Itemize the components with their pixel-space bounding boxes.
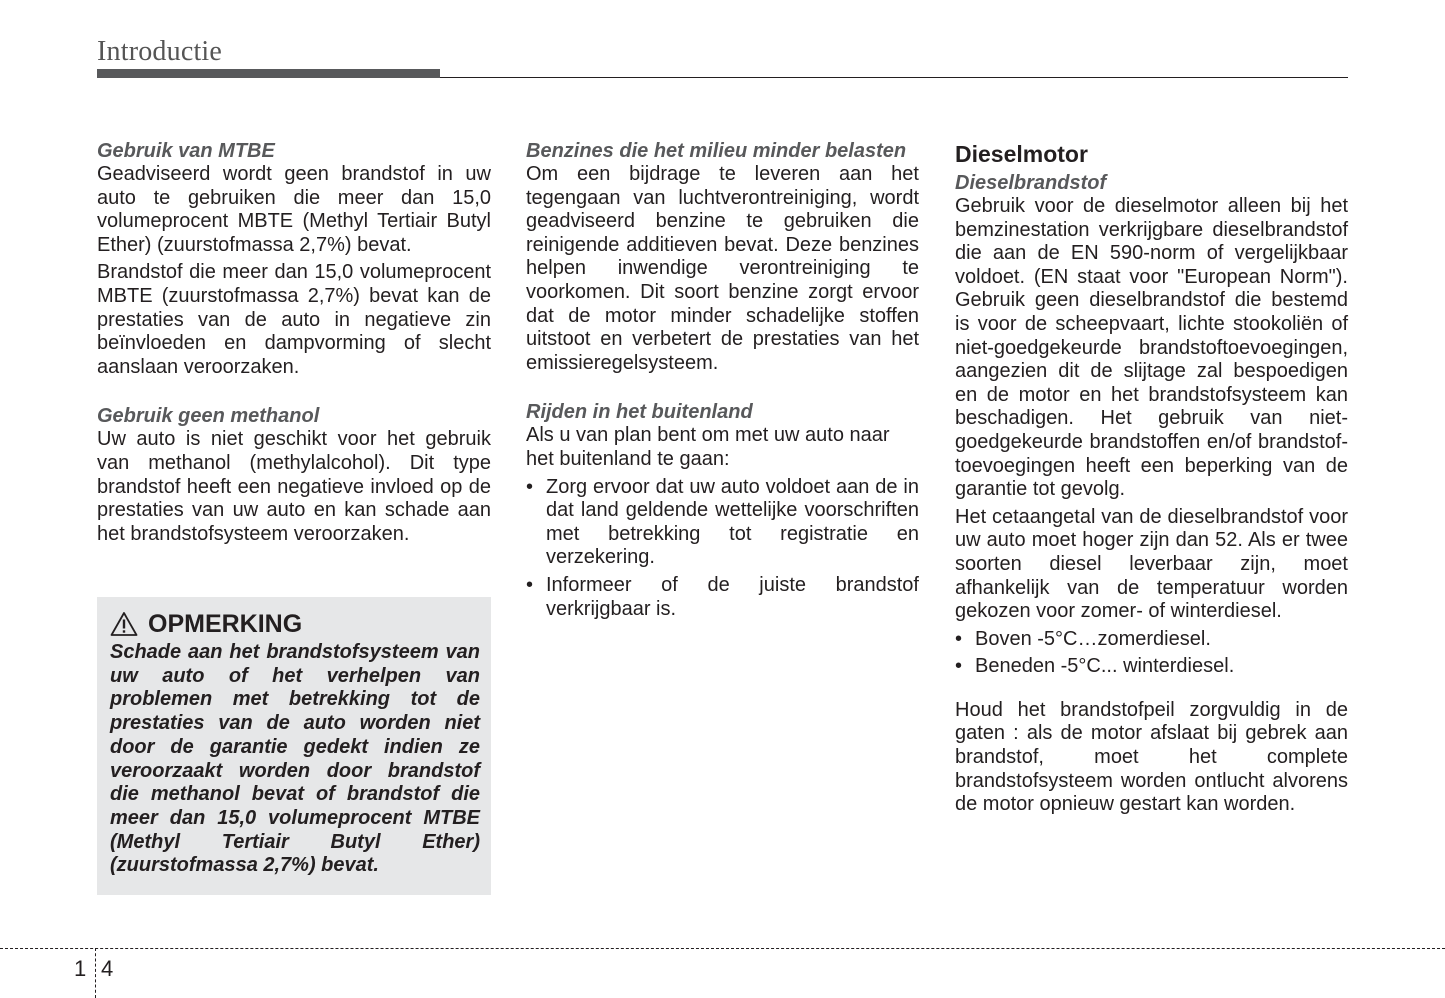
page-header-title: Introductie — [97, 36, 223, 67]
mtbe-paragraph-1: Geadviseerd wordt geen brandstof in uw auto te gebruiken die meer dan 15,0 volumeprocent MBTE (Methyl Tertiair Butyl Ether) (zuurstofmassa 2,7%) bevat. — [97, 163, 491, 256]
section-title-diesel-fuel: Dieselbrandstof — [955, 172, 1107, 194]
section-heading-diesel: Dieselmotor — [955, 141, 1088, 167]
diesel-bullet-list — [955, 628, 1348, 679]
diesel-paragraph-1: Gebruik voor de dieselmotor alleen bij het bemzinestation verkrijgbare dieselbrandstof die aan de EN 590-norm of vergelijkbaar voldoet. (EN staat voor "European Norm"). Gebruik geen dieselbrandstof die bestemd is voor de scheepvaart, lichte stookoliën of niet-goedgekeurde brandstoftoevoegingen, aangezien dit de slijtage zal bespoedigen en de motor en het brandstofsysteem kan beschadigen. Het gebruik van niet-goedgekeurde brandstoffen en/of brandstof-toevoegingen heeft een beperking van de garantie tot gevolg. — [955, 195, 1348, 501]
page-number: 4 — [101, 956, 114, 981]
section-title-methanol: Gebruik geen methanol — [97, 405, 320, 428]
section-title-abroad: Rijden in het buitenland — [526, 401, 753, 424]
header-accent-bar — [97, 69, 440, 78]
note-body: Schade aan het brandstofsysteem van uw auto of het verhelpen van problemen met betrekking tot de prestaties van de auto worden niet door de garantie gedekt indien ze veroorzaakt worden door brandstof die methanol bevat of brandstof die meer dan 15,0 volumeprocent MTBE (Methyl Tertiair Butyl Ether) (zuurstofmassa 2,7%) bevat. — [110, 641, 480, 877]
warning-triangle-icon — [110, 611, 138, 637]
column-left — [97, 140, 491, 550]
abroad-bullet-list — [526, 476, 919, 622]
abroad-paragraph: Als u van plan bent om met uw auto naar het buitenland te gaan: — [526, 424, 890, 470]
header-rule — [440, 77, 1348, 78]
mtbe-paragraph-2: Brandstof die meer dan 15,0 volumeprocent MBTE (zuurstofmassa 2,7%) bevat kan de prestaties van de auto in negatieve zin beïnvloeden en dampvorming of slecht aanslaan veroorzaken. — [97, 261, 491, 378]
section-title-clean-fuels: Benzines die het milieu minder belasten — [526, 140, 907, 162]
diesel-paragraph-2: Het cetaangetal van de dieselbrandstof voor uw auto moet hoger zijn dan 52. Als er twee soorten diesel leverbaar zijn, moet afhankelijk van de temperatuur worden gekozen voor zomer- of winterdiesel. — [955, 505, 1348, 623]
list-item: • Beneden -5°C... winterdiesel. — [955, 655, 1348, 679]
list-item: • Informeer of de juiste brandstof verkrijgbaar is. — [526, 574, 919, 621]
note-title: OPMERKING — [148, 610, 303, 638]
methanol-paragraph: Uw auto is niet geschikt voor het gebruik van methanol (methylalcohol). Dit type brandstof heeft een negatieve invloed op de prestaties van uw auto en kan schade aan het brandstofsysteem veroorzaken. — [97, 428, 491, 545]
footer-dashed-rule — [0, 948, 1445, 949]
footer-dashed-divider — [95, 948, 96, 998]
chapter-number: 1 — [74, 956, 87, 981]
column-right — [955, 140, 1348, 821]
note-box — [97, 597, 491, 895]
diesel-paragraph-3: Houd het brandstofpeil zorgvuldig in de gaten : als de motor afslaat bij gebrek aan brandstof, moet het complete brandstofsysteem worden ontlucht alvorens de motor opnieuw gestart kan worden. — [955, 698, 1348, 816]
column-middle — [526, 140, 919, 625]
list-item: • Boven -5°C…zomerdiesel. — [955, 628, 1348, 652]
section-title-mtbe: Gebruik van MTBE — [97, 140, 275, 162]
clean-fuels-paragraph: Om een bijdrage te leveren aan het tegengaan van luchtverontreiniging, wordt geadviseerd benzine te gebruiken die reinigende additieven bevat. Deze benzines helpen inwendige verontreiniging te voorkomen. Dit soort benzine zorgt ervoor dat de motor minder schadelijke stoffen uitstoot en verbetert de prestaties van het emissieregelsysteem. — [526, 163, 919, 374]
list-item: • Zorg ervoor dat uw auto voldoet aan de in dat land geldende wettelijke voorschriften met betrekking tot registratie en verzekering. — [526, 476, 919, 570]
